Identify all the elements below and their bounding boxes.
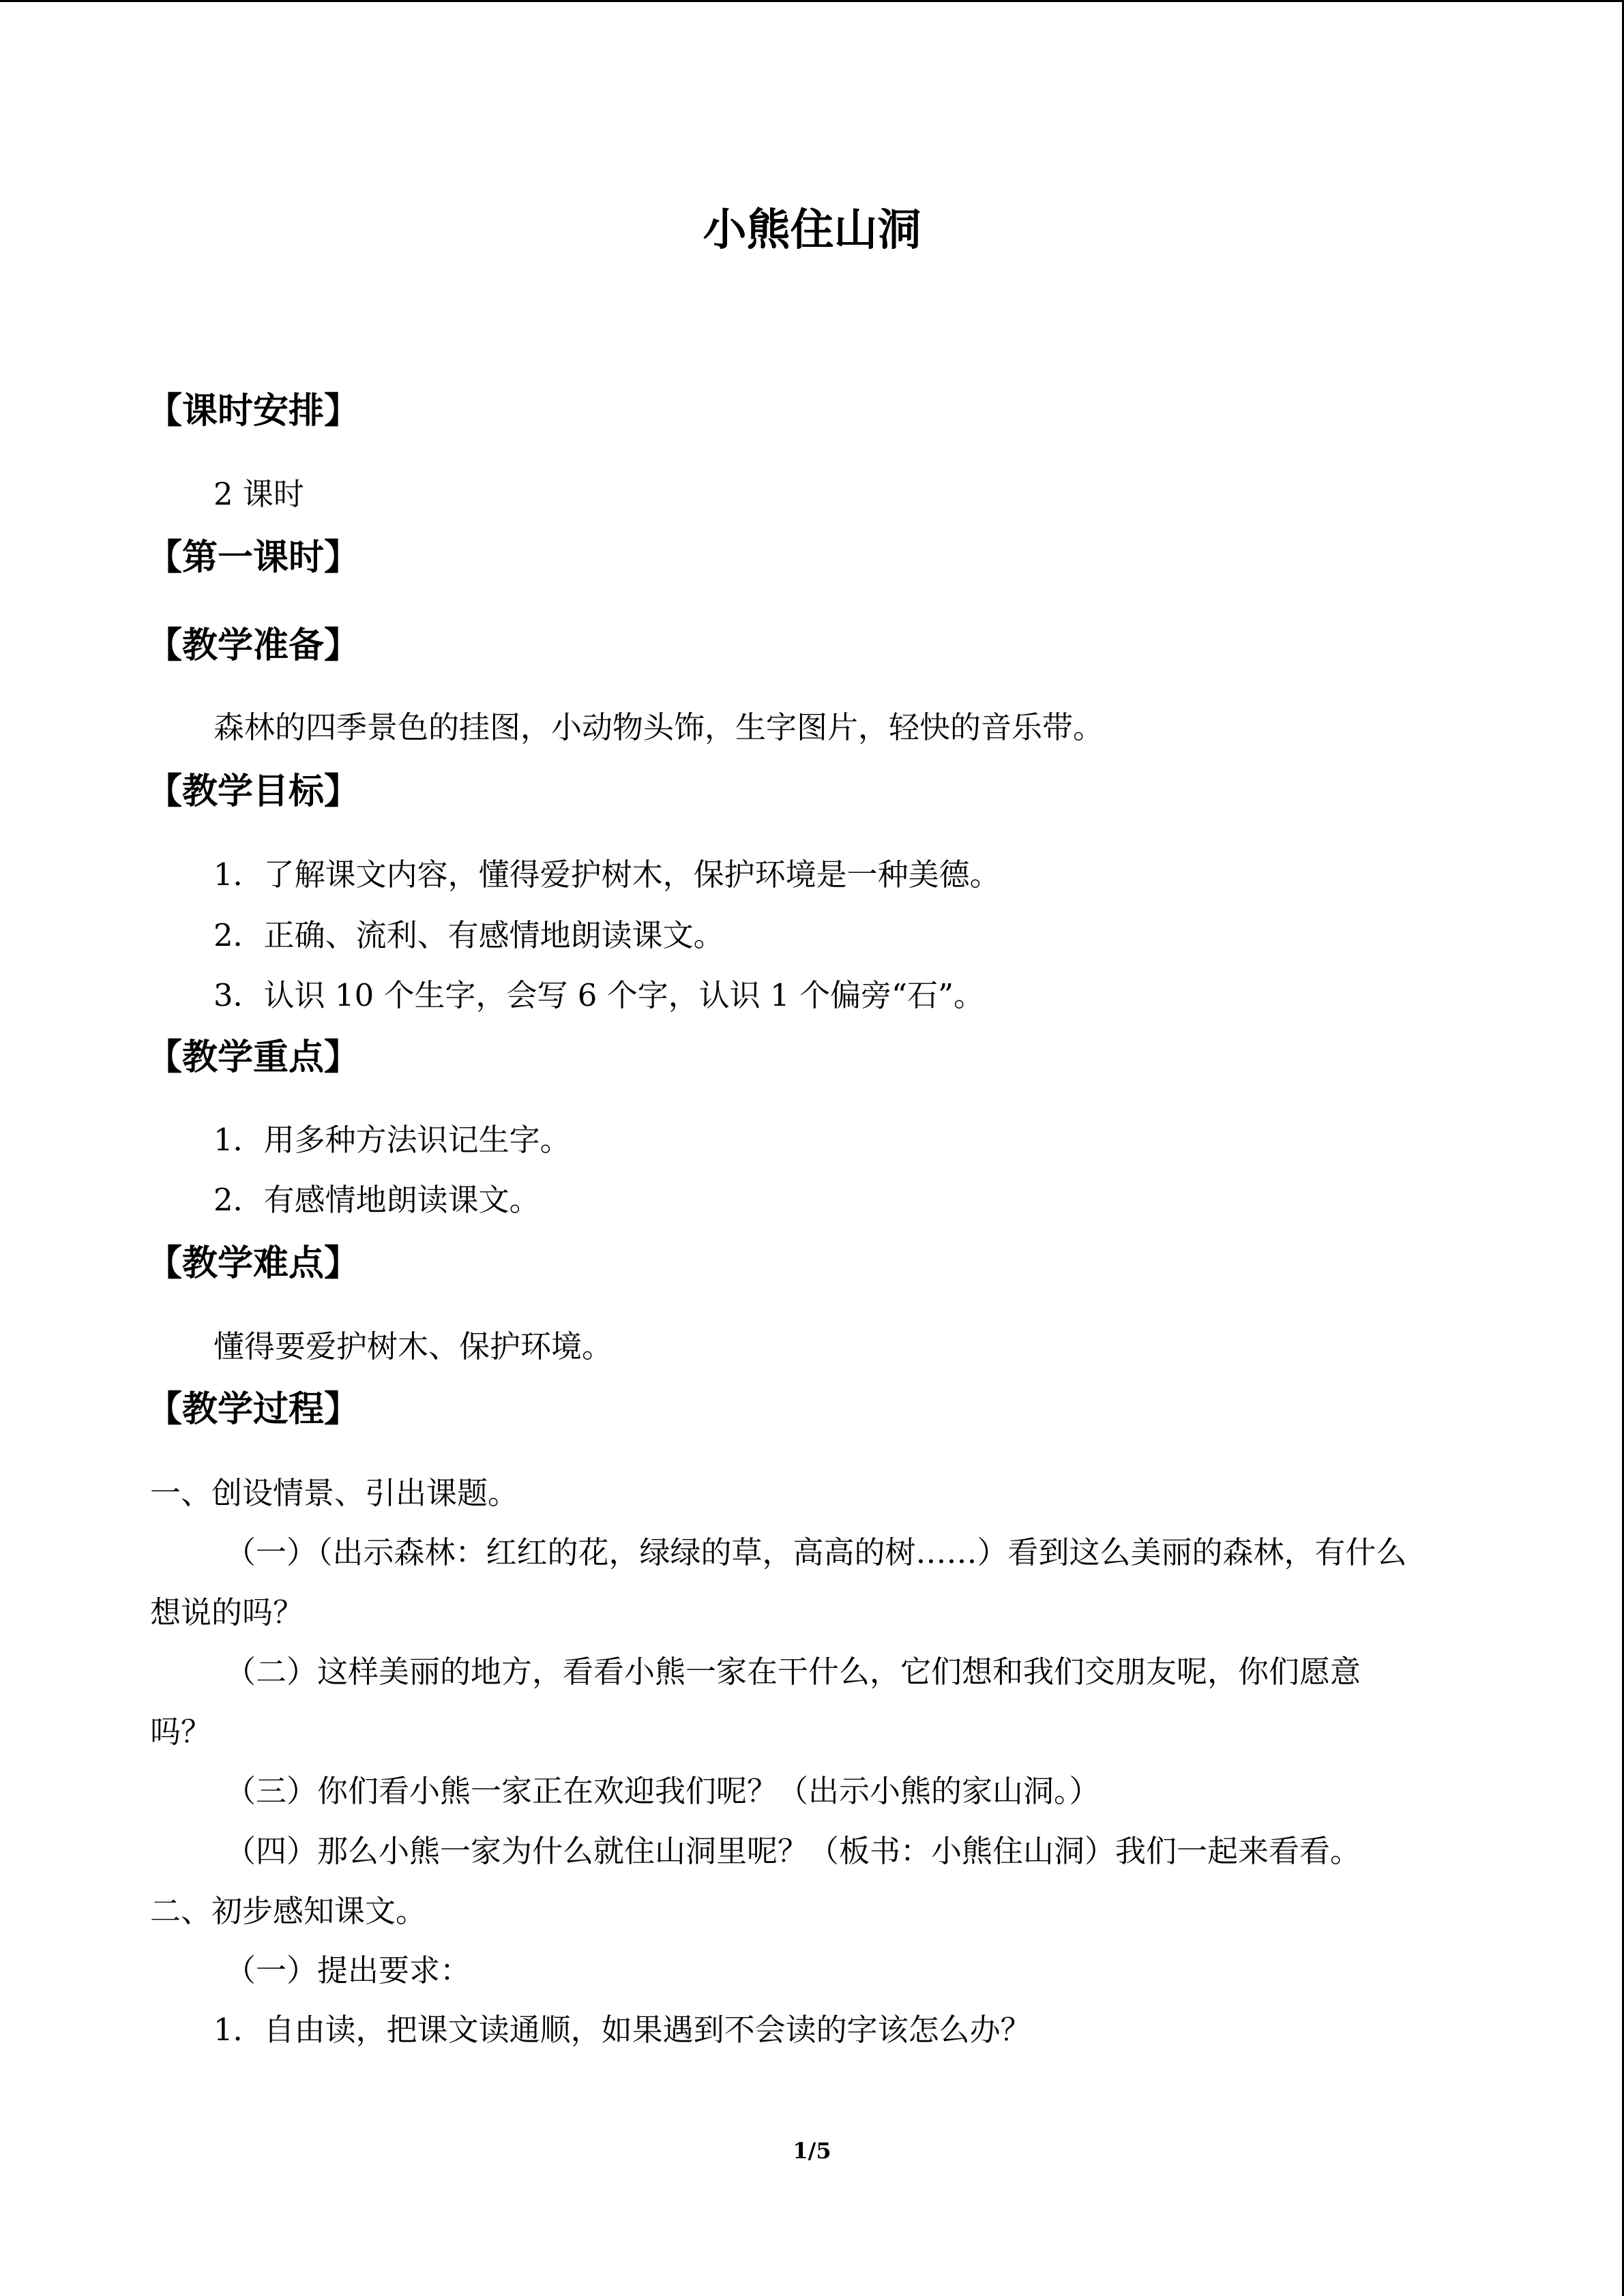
process-substep-continued: 想说的吗？ [150,1594,304,1630]
process-substep: （一）（出示森林：红红的花，绿绿的草，高高的树……）看到这么美丽的森林，有什么 [225,1534,1407,1570]
process-substep: （二）这样美丽的地方，看看小熊一家在干什么，它们想和我们交朋友呢，你们愿意 [225,1654,1361,1690]
prep-text: 森林的四季景色的挂图，小动物头饰，生字图片，轻快的音乐带。 [213,709,1104,745]
page-border-top [0,0,1624,2]
process-substep: （一）提出要求： [225,1952,471,1988]
process-substep: （四）那么小熊一家为什么就住山洞里呢？（板书：小熊住山洞）我们一起来看看。 [225,1833,1361,1869]
page-number: 1/5 [793,2138,831,2164]
process-item: 1．自由读，把课文读通顺，如果遇到不会读的字该怎么办？ [213,2012,1031,2048]
key-point-item: 2．有感情地朗读课文。 [213,1182,540,1218]
heading-schedule: 【课时安排】 [147,390,360,432]
heading-difficulty: 【教学难点】 [147,1242,360,1284]
process-substep-continued: 吗？ [150,1714,212,1750]
process-step: 一、创设情景、引出课题。 [150,1475,519,1511]
schedule-text: 2 课时 [213,476,304,512]
heading-process: 【教学过程】 [147,1388,360,1430]
heading-first-lesson: 【第一课时】 [147,537,360,578]
goal-item: 1．了解课文内容，懂得爱护树木，保护环境是一种美德。 [213,856,1001,893]
heading-goals: 【教学目标】 [147,771,360,812]
goal-item: 3．认识 10 个生字，会写 6 个字，认识 1 个偏旁“石”。 [213,977,984,1013]
heading-prep: 【教学准备】 [147,625,360,666]
process-substep: （三）你们看小熊一家正在欢迎我们呢？（出示小熊的家山洞。） [225,1773,1100,1809]
key-point-item: 1．用多种方法识记生字。 [213,1122,571,1158]
document-title: 小熊住山洞 [703,205,921,256]
difficulty-text: 懂得要爱护树木、保护环境。 [213,1328,613,1365]
process-step: 二、初步感知课文。 [150,1893,427,1929]
goal-item: 2．正确、流利、有感情地朗读课文。 [213,917,724,953]
heading-key-points: 【教学重点】 [147,1037,360,1078]
